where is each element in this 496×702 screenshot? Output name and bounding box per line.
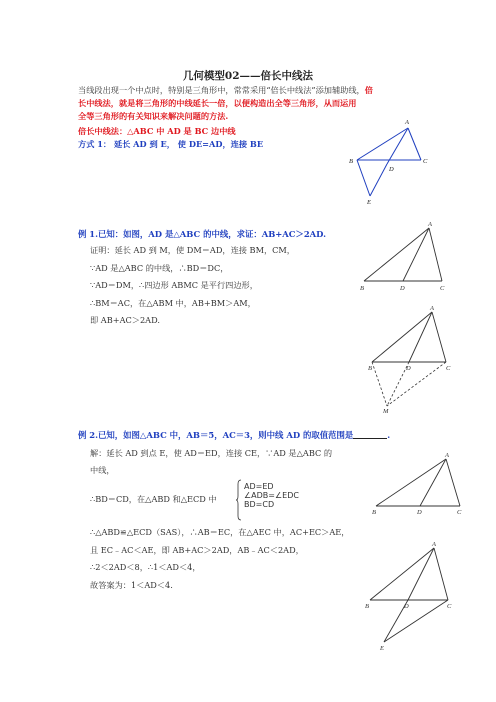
method-figure	[346, 114, 436, 206]
example1-proof	[90, 242, 295, 330]
example2-figure-1	[366, 450, 466, 522]
label-c: C	[423, 158, 428, 165]
label-c: C	[447, 603, 452, 610]
edge-ab	[357, 128, 408, 160]
label-d: D	[389, 166, 394, 173]
example2-line: 解：延长 AD 到点 E，使 AD＝ED，连接 CE，∵AD 是△ABC 的	[90, 448, 333, 458]
label-a: A	[432, 541, 436, 548]
median-ad	[387, 128, 408, 164]
label-c: C	[457, 509, 462, 516]
label-d: D	[400, 285, 405, 292]
example2-figure-2	[358, 538, 458, 656]
label-b: B	[349, 158, 353, 165]
example2-question-end: .	[387, 430, 391, 440]
label-c: C	[440, 285, 445, 292]
example1-line: ∵AD 是△ABC 的中线，∴BD＝DC，	[90, 262, 229, 273]
intro-line-3: 全等三角形的有关知识来解决问题的方法.	[78, 111, 229, 121]
label-e: E	[367, 199, 371, 206]
label-d: D	[406, 365, 411, 372]
intro-line-1	[78, 84, 373, 97]
brace-line: BD=CD	[244, 500, 275, 509]
label-a: A	[430, 305, 434, 312]
brace-icon	[236, 479, 242, 521]
label-a: A	[428, 221, 432, 228]
example2-line: 故答案为：1＜AD＜4.	[90, 579, 173, 590]
example2-line: ∴△ABD≌△ECD（SAS），∴AB＝EC，在△AEC 中，AC+EC＞AE，	[90, 527, 350, 537]
example2-line: ∴BD＝CD，在△ABD 和△ECD 中	[90, 494, 217, 504]
label-a: A	[445, 452, 449, 459]
method-heading: 倍长中线法：△ABC 中 AD 是 BC 边中线	[78, 126, 236, 136]
extension-de	[370, 164, 387, 196]
page-title: 几何模型02——倍长中线法	[182, 70, 314, 82]
label-b: B	[365, 603, 369, 610]
label-b: B	[372, 509, 376, 516]
brace-line: AD=ED	[244, 482, 274, 491]
brace-lines	[244, 482, 299, 509]
label-e: E	[380, 645, 384, 652]
brace-line: ∠ADB=∠EDC	[244, 491, 299, 500]
edge-ac	[408, 128, 421, 160]
example1-question: 例 1.已知：如图，AD 是△ABC 的中线，求证：AB+AC＞2AD.	[78, 229, 327, 239]
example2-line: ∴2＜2AD＜8，∴1＜AD＜4，	[90, 562, 201, 572]
answer-blank	[353, 429, 387, 439]
example2-line: 中线，	[90, 465, 115, 475]
intro-line-2: 长中线法，就是将三角形的中线延长一倍，以便构造出全等三角形，从而运用	[78, 98, 357, 108]
example2-question-text: 例 2.已知，如图△ABC 中，AB＝5，AC＝3，则中线 AD 的取值范围是	[78, 430, 354, 440]
label-b: B	[360, 285, 364, 292]
congruence-system	[236, 479, 299, 521]
intro-text-1: 当线段出现一个中点时，特别是三角形中，常常采用“倍长中线法”添加辅助线，	[78, 85, 365, 95]
label-d: D	[404, 603, 409, 610]
example1-line: ∵AD＝DM，∴四边形 ABMC 是平行四边形，	[90, 280, 258, 291]
example1-figure-2	[356, 302, 456, 414]
example1-line: 即 AB+AC＞2AD.	[90, 315, 160, 326]
label-c: C	[446, 365, 451, 372]
label-d: D	[417, 509, 422, 516]
label-b: B	[368, 365, 372, 372]
example1-figure-1	[356, 218, 456, 296]
example1-line: 证明：延长 AD 到 M，使 DM＝AD，连接 BM，CM，	[90, 245, 295, 255]
label-m: M	[383, 408, 389, 414]
segment-be	[357, 160, 370, 196]
example2-question	[78, 429, 390, 442]
method-way1: 方式 1： 延长 AD 到 E， 使 DE=AD，连接 BE	[78, 139, 264, 149]
label-a: A	[405, 119, 409, 126]
intro-text-1-red: 倍	[364, 85, 373, 95]
example2-solution-top	[90, 445, 332, 479]
example1-line: ∴BM＝AC，在△ABM 中，AB+BM＞AM，	[90, 297, 256, 308]
example2-line: 且 EC﹣AC＜AE，即 AB+AC＞2AD，AB﹣AC＜2AD，	[90, 544, 304, 555]
example2-solution-bottom	[90, 524, 349, 594]
